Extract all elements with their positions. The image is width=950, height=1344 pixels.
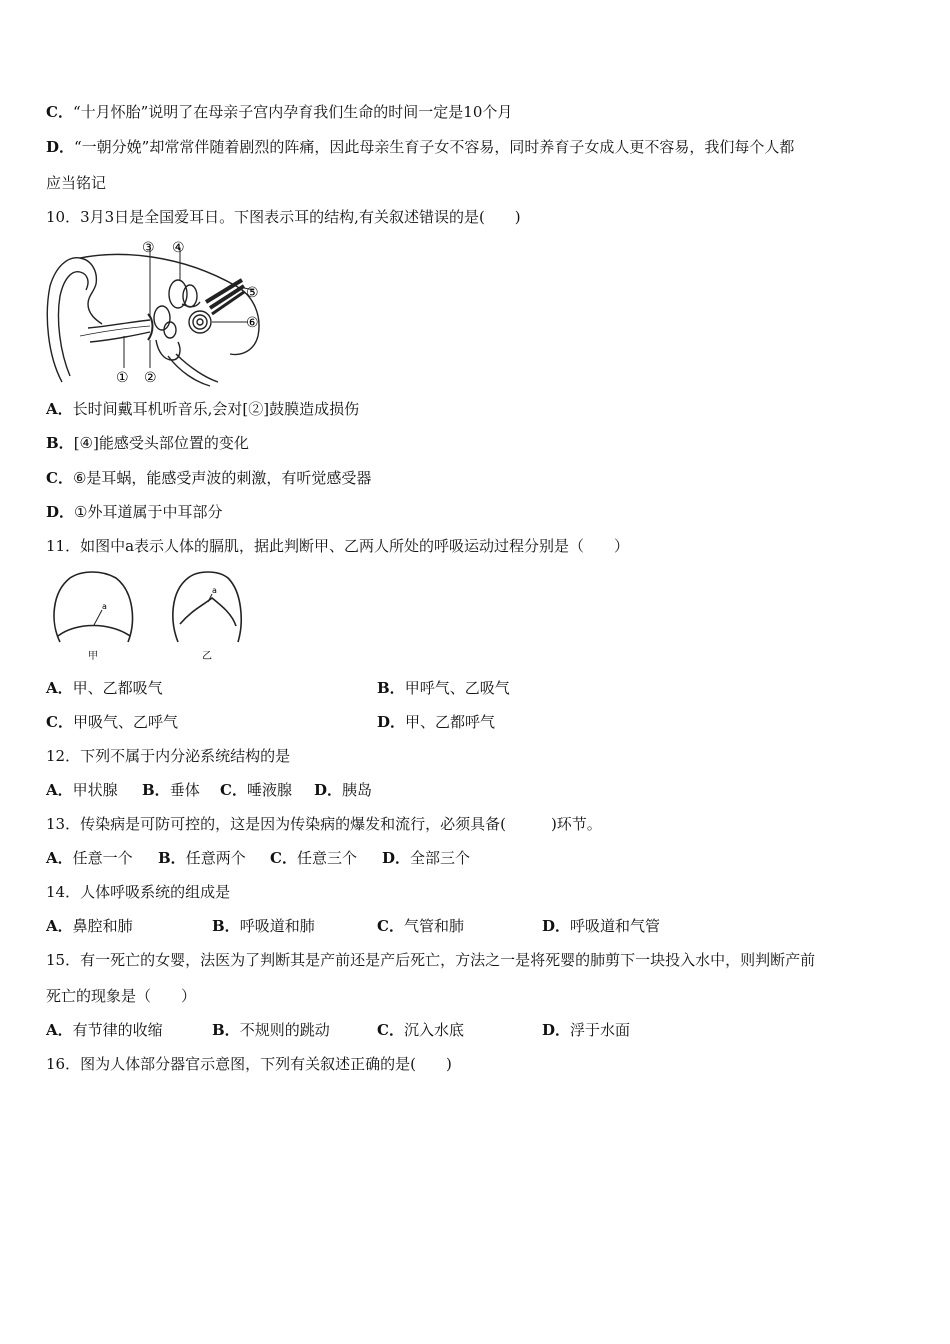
option-text: 甲、乙都吸气 bbox=[72, 679, 163, 697]
option-text: 甲吸气、乙呼气 bbox=[72, 713, 178, 731]
q14-option-b bbox=[212, 916, 315, 936]
jia-label-a: a bbox=[102, 602, 107, 611]
option-text: ①外耳道属于中耳部分 bbox=[74, 503, 223, 521]
option-text: “一朝分娩”却常常伴随着剧烈的阵痛，因此母亲生育子女不容易，同时养育子女成人更不容易，我们每个人都 bbox=[74, 138, 795, 156]
option-text: 全部三个 bbox=[410, 849, 471, 867]
option-label: C． bbox=[46, 103, 73, 121]
q14-option-a bbox=[46, 916, 133, 936]
q12-option-b bbox=[142, 780, 200, 800]
option-text: 垂体 bbox=[169, 781, 200, 799]
option-label: D． bbox=[542, 917, 571, 935]
diaphragm-diagram bbox=[46, 566, 246, 662]
q15-stem: 15．有一死亡的女婴，法医为了判断其是产前还是产后死亡，方法之一是将死婴的肺剪下一块投入水中，则判断产前 bbox=[46, 951, 816, 969]
option-label: A． bbox=[46, 1021, 73, 1039]
option-text: 浮于水面 bbox=[570, 1021, 631, 1039]
option-label: B． bbox=[158, 849, 186, 867]
label-2: ② bbox=[144, 370, 157, 386]
diaphragm-figure bbox=[46, 566, 246, 662]
option-text: 呼吸道和肺 bbox=[239, 917, 315, 935]
pinna-outline bbox=[47, 258, 102, 382]
option-text: 甲呼气、乙吸气 bbox=[404, 679, 510, 697]
option-text: 唾液腺 bbox=[246, 781, 292, 799]
eustachian-tube-2 bbox=[176, 354, 218, 382]
option-label: B． bbox=[212, 1021, 240, 1039]
q10-option-c bbox=[46, 468, 371, 488]
option-text: [④]能感受头部位置的变化 bbox=[73, 434, 249, 452]
option-text: 鼻腔和肺 bbox=[72, 917, 133, 935]
q15-option-a bbox=[46, 1020, 163, 1040]
q12-option-a bbox=[46, 780, 118, 800]
option-label: D． bbox=[46, 138, 75, 156]
ossicle-malleus bbox=[154, 306, 170, 330]
option-text: 沉入水底 bbox=[403, 1021, 464, 1039]
q10-option-b bbox=[46, 433, 249, 453]
option-label: D． bbox=[542, 1021, 571, 1039]
option-text: 任意两个 bbox=[185, 849, 246, 867]
label-6: ⑥ bbox=[246, 315, 259, 331]
option-label: B． bbox=[212, 917, 240, 935]
label-1: ① bbox=[116, 370, 129, 386]
option-label: B． bbox=[377, 679, 405, 697]
option-label: D． bbox=[46, 503, 75, 521]
q15-option-b bbox=[212, 1020, 330, 1040]
q11-option-a bbox=[46, 678, 163, 698]
option-text: 长时间戴耳机听音乐,会对[②]鼓膜造成损伤 bbox=[72, 400, 360, 418]
option-label: D． bbox=[382, 849, 411, 867]
jia-pointer bbox=[94, 610, 102, 625]
option-label: C． bbox=[220, 781, 247, 799]
q12-option-c bbox=[220, 780, 292, 800]
eustachian-tube-1 bbox=[168, 356, 210, 386]
q12-stem: 12．下列不属于内分泌系统结构的是 bbox=[46, 747, 291, 765]
option-text: 任意三个 bbox=[296, 849, 357, 867]
option-text: 不规则的跳动 bbox=[239, 1021, 330, 1039]
option-text: 任意一个 bbox=[72, 849, 133, 867]
ear-structure-figure bbox=[40, 236, 272, 388]
q10-option-a bbox=[46, 399, 359, 419]
ear-structure-diagram bbox=[40, 236, 272, 388]
option-label: B． bbox=[142, 781, 170, 799]
option-text: 胰岛 bbox=[342, 781, 373, 799]
option-label: A． bbox=[46, 781, 73, 799]
pinna-inner-fold bbox=[58, 272, 88, 376]
q14-stem: 14．人体呼吸系统的组成是 bbox=[46, 883, 231, 901]
q14-option-d bbox=[542, 916, 660, 936]
label-yi: 乙 bbox=[202, 651, 212, 662]
option-label: B． bbox=[46, 434, 74, 452]
option-text: 呼吸道和气管 bbox=[570, 917, 661, 935]
option-label: C． bbox=[377, 1021, 404, 1039]
q11-option-c bbox=[46, 712, 178, 732]
semicircular-canal-2 bbox=[183, 285, 197, 307]
q10-stem: 10．3月3日是全国爱耳日。下图表示耳的结构,有关叙述错误的是( ) bbox=[46, 208, 521, 226]
q16-stem: 16．图为人体部分器官示意图，下列有关叙述正确的是( ) bbox=[46, 1055, 452, 1073]
q13-option-c bbox=[270, 848, 357, 868]
option-text: ⑥是耳蜗，能感受声波的刺激，有听觉感受器 bbox=[72, 469, 372, 487]
label-jia: 甲 bbox=[88, 651, 98, 662]
yi-chest-wall bbox=[173, 572, 241, 642]
q9-option-c bbox=[46, 102, 512, 122]
q12-option-d bbox=[314, 780, 372, 800]
option-text: 甲状腺 bbox=[72, 781, 118, 799]
option-label: C． bbox=[46, 713, 73, 731]
jia-diaphragm bbox=[58, 626, 130, 637]
q14-option-c bbox=[377, 916, 464, 936]
q15-stem-continued: 死亡的现象是（ ） bbox=[46, 987, 197, 1005]
option-label: A． bbox=[46, 400, 73, 418]
option-text: 甲、乙都呼气 bbox=[405, 713, 496, 731]
q13-stem: 13．传染病是可防可控的，这是因为传染病的爆发和流行，必须具备( )环节。 bbox=[46, 815, 602, 833]
eardrum bbox=[148, 314, 153, 340]
label-3: ③ bbox=[142, 240, 155, 256]
q13-option-b bbox=[158, 848, 246, 868]
q9-option-d-continued: 应当铭记 bbox=[46, 174, 107, 192]
ossicle-incus bbox=[164, 322, 176, 338]
q11-option-d bbox=[377, 712, 495, 732]
q11-stem: 11．如图中a表示人体的膈肌，据此判断甲、乙两人所处的呼吸运动过程分别是（ ） bbox=[46, 537, 630, 555]
ear-canal-lower bbox=[90, 332, 150, 342]
option-text: “十月怀胎”说明了在母亲子宫内孕育我们生命的时间一定是10个月 bbox=[72, 103, 513, 121]
option-label: C． bbox=[46, 469, 73, 487]
q13-option-a bbox=[46, 848, 133, 868]
yi-diaphragm bbox=[180, 598, 236, 626]
option-label: A． bbox=[46, 849, 73, 867]
option-text: 有节律的收缩 bbox=[72, 1021, 163, 1039]
q9-option-d bbox=[46, 137, 794, 157]
label-5: ⑤ bbox=[246, 285, 259, 301]
option-label: A． bbox=[46, 679, 73, 697]
q15-option-c bbox=[377, 1020, 464, 1040]
cochlea-inner bbox=[197, 319, 203, 325]
yi-label-a: a bbox=[212, 586, 217, 595]
option-label: C． bbox=[377, 917, 404, 935]
option-label: A． bbox=[46, 917, 73, 935]
option-label: D． bbox=[377, 713, 406, 731]
q15-option-d bbox=[542, 1020, 630, 1040]
q11-option-b bbox=[377, 678, 510, 698]
option-label: C． bbox=[270, 849, 297, 867]
option-label: D． bbox=[314, 781, 343, 799]
q10-option-d bbox=[46, 502, 222, 522]
q13-option-d bbox=[382, 848, 470, 868]
label-4: ④ bbox=[172, 240, 185, 256]
option-text: 气管和肺 bbox=[403, 917, 464, 935]
cochlea-mid bbox=[193, 315, 207, 329]
